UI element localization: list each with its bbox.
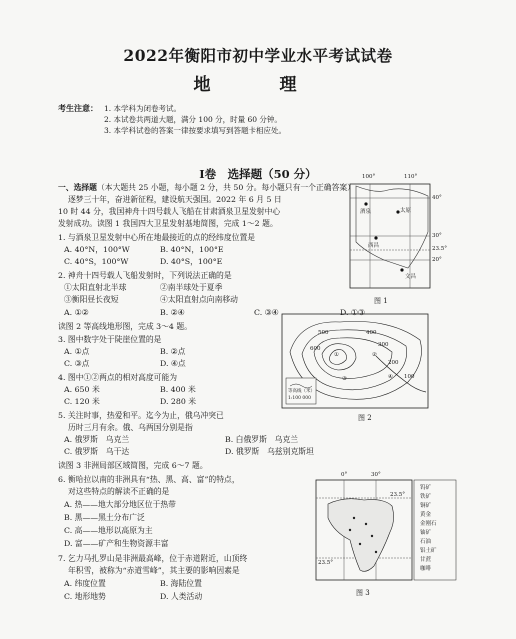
fig2-scale: 1:100 000: [288, 396, 311, 401]
fig1-lat-label: 30°: [432, 233, 442, 239]
fig1-place-taiyuan: 太原: [400, 208, 412, 214]
legend-item: 铜矿: [420, 503, 432, 509]
q2-option-b[interactable]: B. ②④: [160, 308, 185, 317]
legend-item: 钨矿: [420, 485, 432, 491]
fig1-lon-label: 100°: [362, 174, 376, 180]
question-5-stem: 5. 关注时事，热爱和平。迄今为止，俄乌冲突已: [58, 411, 224, 420]
fig1-place-xichang: 西昌: [368, 243, 380, 249]
q1-option-d[interactable]: D. 40°S，100°E: [160, 257, 223, 266]
q3-option-a[interactable]: A. ①点: [64, 347, 90, 356]
intro-line: 逐梦三十年，奋进新征程，建设航天强国。2022 年 6 月 5 日: [68, 195, 282, 204]
point-label: ④: [388, 374, 393, 380]
q7-option-d[interactable]: D. 人类活动: [160, 592, 203, 601]
fig3-lat-label: 23.5°: [318, 560, 333, 566]
legend-item: 铝土矿: [420, 548, 437, 554]
section-title: Ⅰ卷 选择题（50 分）: [199, 167, 317, 181]
question-5-stem: 历时三月有余。俄、乌两国分别是指: [68, 423, 193, 432]
q7-option-c[interactable]: C. 地形地势: [64, 592, 106, 601]
q5-option-b[interactable]: B. 白俄罗斯 乌克兰: [225, 435, 299, 444]
legend-item: 铀矿: [420, 530, 432, 536]
notice-item: 2. 本试卷共两道大题，满分 100 分，时量 60 分钟。: [104, 115, 282, 124]
contour-label: 100: [404, 374, 415, 380]
figure-2-contour-map: [280, 312, 440, 424]
fig1-lat-label: 40°: [432, 195, 442, 201]
q5-option-d[interactable]: D. 俄罗斯 乌兹别克斯坦: [225, 447, 314, 456]
figure-3-caption: 图 3: [356, 589, 370, 597]
q2-item: ②南半球处于夏季: [160, 283, 223, 292]
q4-option-d[interactable]: D. 280 米: [160, 397, 197, 406]
question-4-stem: 4. 图中①②两点的相对高度可能为: [58, 373, 178, 382]
part-label: 一、选择题: [58, 183, 97, 192]
q2-option-d[interactable]: D. ①③: [340, 308, 365, 317]
q1-option-a[interactable]: A. 40°N，100°W: [64, 245, 130, 254]
legend-item: 甘蔗: [420, 557, 432, 563]
q3-option-d[interactable]: D. ④点: [160, 359, 186, 368]
q6-option-c[interactable]: C. 高——地形以高原为主: [64, 526, 153, 535]
q2-item: ①太阳直射北半球: [64, 283, 127, 292]
q6-option-d[interactable]: D. 富——矿产和生物资源丰富: [64, 539, 169, 548]
contour-label: 500: [318, 330, 329, 336]
figure-3-africa-map: [314, 474, 464, 604]
q2-item: ④太阳直射点向南移动: [160, 295, 238, 304]
question-1-stem: 1. 与酒泉卫星发射中心所在地最接近的点的经纬度位置是: [58, 233, 256, 242]
fig3-lon-label: 30°: [371, 472, 381, 478]
fig1-place-jiuquan: 酒泉: [360, 209, 372, 215]
notice-label: 考生注意：: [58, 103, 98, 113]
point-label: ②: [372, 352, 377, 358]
figure-2-caption: 图 2: [358, 414, 372, 422]
part-instructions: （本大题共 25 小题，每小题 2 分，共 50 分。每小题只有一个正确答案）: [96, 183, 355, 192]
question-2-stem: 2. 神舟十四号载人飞船发射时，下列说法正确的是: [58, 271, 232, 280]
point-label: ①: [334, 352, 339, 358]
notice-item: 1. 本学科为闭卷考试。: [104, 104, 182, 113]
q5-option-c[interactable]: C. 俄罗斯 乌干达: [64, 447, 130, 456]
figure-1-map: [336, 172, 456, 310]
q7-option-b[interactable]: B. 海陆位置: [160, 579, 202, 588]
legend-item: 咖啡: [420, 566, 432, 572]
point-label: ③: [342, 376, 347, 382]
q3-option-b[interactable]: B. ②点: [160, 347, 186, 356]
contour-label: 200: [388, 360, 399, 366]
fig3-lon-label: 0°: [341, 472, 348, 478]
q2-option-a[interactable]: A. ①②: [64, 308, 89, 317]
q6-option-b[interactable]: B. 黑——黑土分布广泛: [64, 513, 145, 522]
fig1-lat-label: 20°: [432, 257, 442, 263]
figure-1-caption: 图 1: [374, 297, 388, 305]
q1-option-b[interactable]: B. 40°N，100°E: [160, 245, 224, 254]
q2-option-c[interactable]: C. ③④: [254, 308, 279, 317]
question-6-stem: 6. 衡哈拉以南的非洲具有“热、黑、高、富”的特点，: [58, 475, 240, 484]
read-figure-3: 读图 3 非洲局部区域简图，完成 6～7 题。: [58, 461, 208, 470]
notice-item: 3. 本学科试卷的答案一律按要求填写到答题卡相应处。: [104, 126, 287, 135]
fig1-lat-label: 23.5°: [432, 246, 447, 252]
question-7-stem: 7. 乞力马扎罗山是非洲最高峰，位于赤道附近，山顶终: [58, 554, 248, 563]
q2-item: ③衡阳昼长夜短: [64, 295, 119, 304]
legend-item: 金刚石: [420, 521, 437, 527]
fig3-lat-label: 23.5°: [390, 492, 405, 498]
q1-option-c[interactable]: C. 40°S，100°W: [64, 257, 129, 266]
question-6-stem: 对这些特点的解读不正确的是: [68, 487, 170, 496]
intro-line: 10 时 44 分，我国神舟十四号载人飞船在甘肃酒泉卫星发射中心: [58, 207, 281, 216]
q4-option-a[interactable]: A. 650 米: [64, 385, 100, 394]
contour-label: 400: [366, 330, 377, 336]
question-7-stem: 年积雪，被称为“赤道雪峰”，其主要的影响因素是: [68, 566, 240, 575]
fig1-lon-label: 110°: [404, 174, 418, 180]
subject-title: 地 理: [193, 75, 323, 95]
question-3-stem: 3. 图中数字处于陡崖位置的是: [58, 335, 162, 344]
fig2-legend: 等高线（米）: [288, 389, 315, 394]
q6-option-a[interactable]: A. 热——地大部分地区位于热带: [64, 500, 176, 509]
intro-line: 发射成功。读图 1 我国四大卫星发射基地简图，完成 1～2 题。: [58, 219, 278, 228]
q7-option-a[interactable]: A. 纬度位置: [64, 579, 106, 588]
q4-option-c[interactable]: C. 120 米: [64, 397, 100, 406]
read-figure-2: 读图 2 等高线地形图，完成 3～4 题。: [58, 322, 192, 331]
fig1-place-wenchang: 文昌: [405, 274, 417, 280]
legend-item: 铁矿: [420, 494, 432, 500]
legend-item: 黄金: [420, 512, 432, 518]
contour-label: 300: [378, 342, 389, 348]
exam-title: 2022年衡阳市初中学业水平考试试卷: [123, 46, 393, 65]
q3-option-c[interactable]: C. ③点: [64, 359, 90, 368]
q4-option-b[interactable]: B. 400 米: [160, 385, 196, 394]
q5-option-a[interactable]: A. 俄罗斯 乌克兰: [64, 435, 130, 444]
legend-item: 石油: [420, 539, 432, 545]
contour-label: 600: [310, 346, 321, 352]
